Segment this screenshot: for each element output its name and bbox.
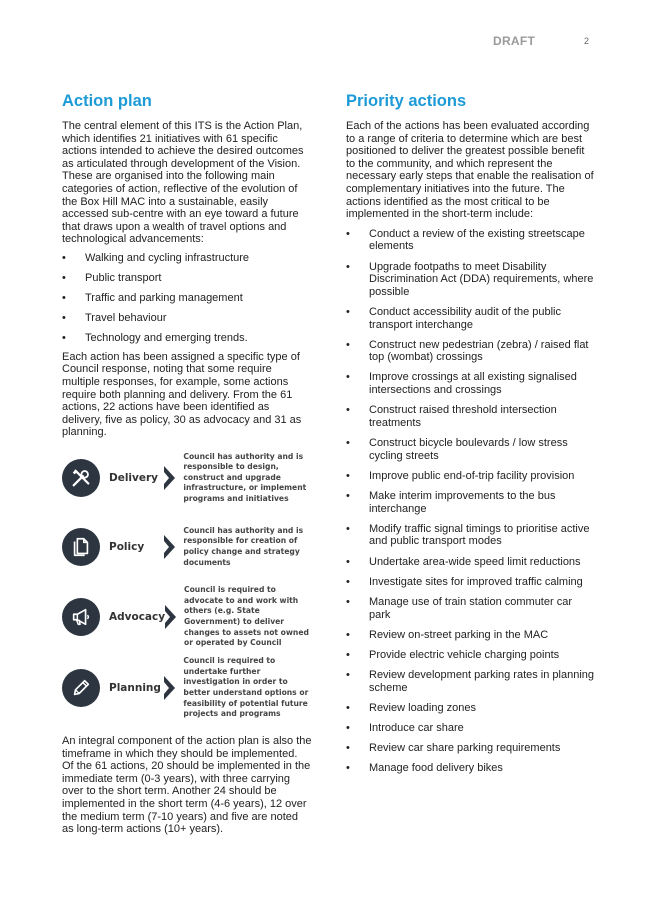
- response-type-description: Council is required to undertake further investigation in order to better understand options or feasibility of potential future projects and programs: [183, 656, 309, 719]
- priority-action-item: • Review on-street parking in the MAC: [346, 629, 596, 642]
- priority-actions-column: [346, 92, 596, 783]
- action-plan-heading: Action plan: [62, 92, 152, 110]
- response-type-planning: [62, 653, 312, 723]
- category-item: • Public transport: [62, 272, 312, 285]
- priority-action-item: • Undertake area-wide speed limit reductions: [346, 556, 596, 569]
- priority-action-item: • Construct raised threshold intersection treatments: [346, 404, 596, 429]
- category-item: • Technology and emerging trends.: [62, 332, 312, 345]
- timeframe-paragraph: An integral component of the action plan is also the timeframe in which they should be implemented. Of the 61 actions, 20 should be implemented in the immediate term (0-3 years), with three carrying over to the short term. Another 24 should be implemented in the short term (4-6 years), 12 over the medium term (7-10 years) and five are noted as long-term actions (10+ years).: [62, 735, 312, 836]
- action-plan-column: [62, 92, 312, 836]
- priority-action-item: • Improve crossings at all existing signalised intersections and crossings: [346, 371, 596, 396]
- chevron-right-icon: [164, 676, 175, 700]
- priority-action-item: • Make interim improvements to the bus interchange: [346, 490, 596, 515]
- priority-action-item: • Review loading zones: [346, 702, 596, 715]
- response-types-graphic: [62, 449, 312, 723]
- priority-action-item: • Improve public end-of-trip facility provision: [346, 470, 596, 483]
- priority-action-item: • Introduce car share: [346, 722, 596, 735]
- pencil-icon: [62, 669, 100, 707]
- documents-icon: [62, 528, 100, 566]
- response-type-label: Advocacy: [109, 611, 166, 624]
- priority-action-item: • Manage food delivery bikes: [346, 762, 596, 775]
- response-type-description: Council has authority and is responsible for creation of policy change and strategy documents: [183, 525, 304, 567]
- response-type-advocacy: [62, 585, 312, 649]
- priority-actions-heading: Priority actions: [346, 92, 467, 110]
- response-type-policy: [62, 518, 312, 576]
- priority-action-item: • Provide electric vehicle charging points: [346, 649, 596, 662]
- priority-action-item: • Investigate sites for improved traffic calming: [346, 576, 596, 589]
- priority-actions-list: [346, 228, 596, 775]
- category-item: • Traffic and parking management: [62, 292, 312, 305]
- priority-action-item: • Review car share parking requirements: [346, 742, 596, 755]
- chevron-right-icon: [165, 605, 176, 629]
- priority-action-item: • Conduct a review of the existing streetscape elements: [346, 228, 596, 253]
- megaphone-icon: [62, 598, 100, 636]
- response-type-description: Council is required to advocate to and work with others (e.g. State Government) to deliver changes to assets not owned or operated by Council: [184, 585, 309, 648]
- category-item: • Travel behaviour: [62, 312, 312, 325]
- priority-action-item: • Manage use of train station commuter car park: [346, 596, 596, 621]
- responses-paragraph: Each action has been assigned a specific type of Council response, noting that some require multiple responses, for example, some actions require both planning and delivery. From the 61 actions, 22 actions have been identified as delivery, five as policy, 30 as advocacy and 31 as planning.: [62, 350, 302, 439]
- priority-actions-intro: Each of the actions has been evaluated according to a range of criteria to determine which are best positioned to deliver the greatest possible benefit to the community, and which represent the necessary early steps that enable the realisation of complementary initiatives into the future. The actions identified as the most critical to be implemented in the short-term include:: [346, 120, 594, 221]
- priority-action-item: • Construct bicycle boulevards / low stress cycling streets: [346, 437, 596, 462]
- category-list: [62, 252, 312, 345]
- response-type-label: Delivery: [109, 472, 159, 485]
- category-item: • Walking and cycling infrastructure: [62, 252, 312, 265]
- priority-action-item: • Upgrade footpaths to meet Disability Discrimination Act (DDA) requirements, where possible: [346, 261, 596, 299]
- response-type-description: Council has authority and is responsible to design, construct and upgrade infrastructure, or implement programs and initiatives: [183, 451, 307, 503]
- priority-action-item: • Conduct accessibility audit of the public transport interchange: [346, 306, 596, 331]
- draft-label: DRAFT: [493, 34, 536, 48]
- response-type-label: Policy: [109, 541, 145, 554]
- priority-action-item: • Construct new pedestrian (zebra) / raised flat top (wombat) crossings: [346, 339, 596, 364]
- action-plan-intro: The central element of this ITS is the Action Plan, which identifies 21 initiatives with 61 specific actions intended to achieve the desired outcomes as articulated through development of the Vision. These are organised into the following main categories of action, reflective of the evolution of the Box Hill MAC into a sustainable, easily accessed sub-centre with an eye toward a future that draws upon a wealth of travel options and technological advancements:: [62, 120, 304, 246]
- tools-icon: [62, 459, 100, 497]
- chevron-right-icon: [164, 466, 175, 490]
- priority-action-item: • Review development parking rates in planning scheme: [346, 669, 596, 694]
- page-number: 2: [584, 36, 590, 46]
- priority-action-item: • Modify traffic signal timings to prioritise active and public transport modes: [346, 523, 596, 548]
- chevron-right-icon: [164, 535, 175, 559]
- response-type-delivery: [62, 449, 312, 507]
- response-type-label: Planning: [109, 682, 161, 695]
